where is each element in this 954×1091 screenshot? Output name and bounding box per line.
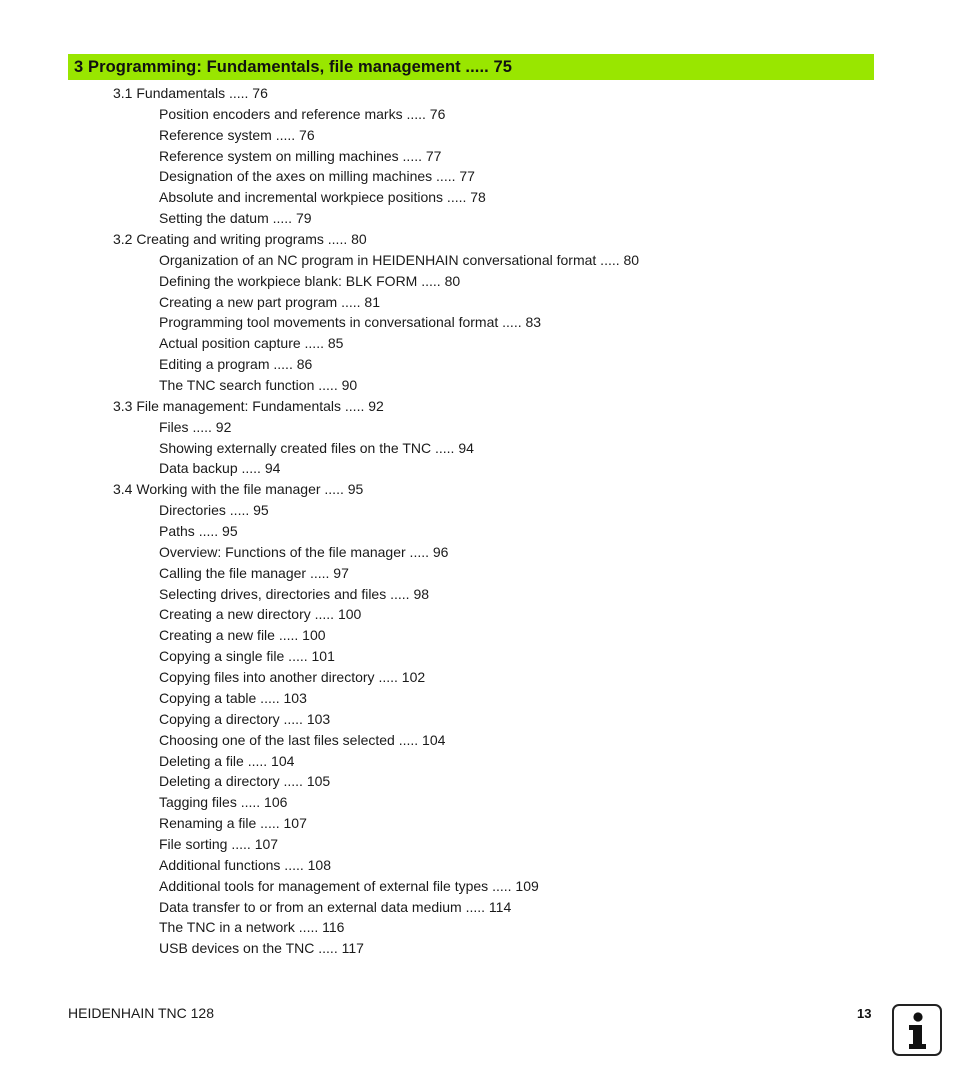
toc-subsection-entry[interactable]: Directories ..... 95: [159, 502, 269, 519]
info-icon: [892, 1004, 942, 1056]
toc-subsection-entry[interactable]: The TNC search function ..... 90: [159, 377, 358, 394]
chapter-title[interactable]: 3 Programming: Fundamentals, file management ..... 75: [74, 57, 513, 76]
toc-subsection-entry[interactable]: Selecting drives, directories and files ..... 98: [159, 585, 430, 602]
chapter-heading-bar: [68, 54, 874, 80]
toc-subsection-entry[interactable]: Copying a directory ..... 103: [159, 710, 331, 727]
toc-subsection-entry[interactable]: Setting the datum ..... 79: [159, 210, 312, 227]
toc-subsection-entry[interactable]: Editing a program ..... 86: [159, 356, 313, 373]
toc-subsection-entry[interactable]: The TNC in a network ..... 116: [159, 919, 345, 936]
footer-document-title: HEIDENHAIN TNC 128: [68, 1005, 215, 1021]
toc-subsection-entry[interactable]: Calling the file manager ..... 97: [159, 564, 349, 581]
toc-subsection-entry[interactable]: Defining the workpiece blank: BLK FORM ..... 80: [159, 272, 461, 289]
toc-subsection-entry[interactable]: Files ..... 92: [159, 418, 232, 435]
toc-subsection-entry[interactable]: Deleting a file ..... 104: [159, 752, 295, 769]
toc-subsection-entry[interactable]: Programming tool movements in conversational format ..... 83: [159, 314, 542, 331]
toc-subsection-entry[interactable]: Absolute and incremental workpiece positions ..... 78: [159, 189, 486, 206]
toc-subsection-entry[interactable]: Reference system ..... 76: [159, 126, 315, 143]
toc-subsection-entry[interactable]: Organization of an NC program in HEIDENHAIN conversational format ..... 80: [159, 251, 640, 268]
toc-subsection-entry[interactable]: Data backup ..... 94: [159, 460, 281, 477]
toc-subsection-entry[interactable]: Showing externally created files on the TNC ..... 94: [159, 439, 474, 456]
toc-subsection-entry[interactable]: USB devices on the TNC ..... 117: [159, 940, 364, 957]
toc-section-entry[interactable]: 3.1 Fundamentals ..... 76: [113, 85, 268, 101]
toc-section-entry[interactable]: 3.4 Working with the file manager ..... 95: [113, 481, 364, 498]
toc-section-entry[interactable]: 3.2 Creating and writing programs ..... 80: [113, 231, 367, 248]
toc-subsection-entry[interactable]: Copying files into another directory ..... 102: [159, 669, 426, 686]
toc-section-entry[interactable]: 3.3 File management: Fundamentals ..... 92: [113, 397, 384, 414]
toc-subsection-entry[interactable]: Copying a single file ..... 101: [159, 648, 335, 665]
toc-subsection-entry[interactable]: Creating a new part program ..... 81: [159, 293, 380, 310]
toc-subsection-entry[interactable]: Choosing one of the last files selected ..... 104: [159, 731, 446, 748]
toc-subsection-entry[interactable]: Overview: Functions of the file manager ..... 96: [159, 543, 449, 560]
toc-subsection-entry[interactable]: Creating a new file ..... 100: [159, 627, 326, 644]
table-of-contents: [0, 83, 954, 959]
toc-subsection-entry[interactable]: Renaming a file ..... 107: [159, 815, 307, 832]
toc-subsection-entry[interactable]: File sorting ..... 107: [159, 835, 279, 852]
toc-subsection-entry[interactable]: Position encoders and reference marks ..... 76: [159, 105, 446, 122]
toc-subsection-entry[interactable]: Designation of the axes on milling machines ..... 77: [159, 168, 475, 185]
toc-subsection-entry[interactable]: Creating a new directory ..... 100: [159, 606, 362, 623]
toc-subsection-entry[interactable]: Tagging files ..... 106: [159, 794, 288, 811]
page-number: 13: [857, 1006, 872, 1021]
toc-subsection-entry[interactable]: Additional tools for management of external file types ..... 109: [159, 877, 539, 894]
toc-subsection-entry[interactable]: Reference system on milling machines ..... 77: [159, 147, 442, 164]
toc-subsection-entry[interactable]: Deleting a directory ..... 105: [159, 773, 331, 790]
toc-subsection-entry[interactable]: Actual position capture ..... 85: [159, 335, 344, 352]
toc-subsection-entry[interactable]: Copying a table ..... 103: [159, 689, 307, 706]
toc-subsection-entry[interactable]: Additional functions ..... 108: [159, 856, 331, 873]
info-glyph: [894, 1006, 940, 1054]
toc-subsection-entry[interactable]: Paths ..... 95: [159, 523, 238, 540]
toc-subsection-entry[interactable]: Data transfer to or from an external data medium ..... 114: [159, 898, 512, 915]
